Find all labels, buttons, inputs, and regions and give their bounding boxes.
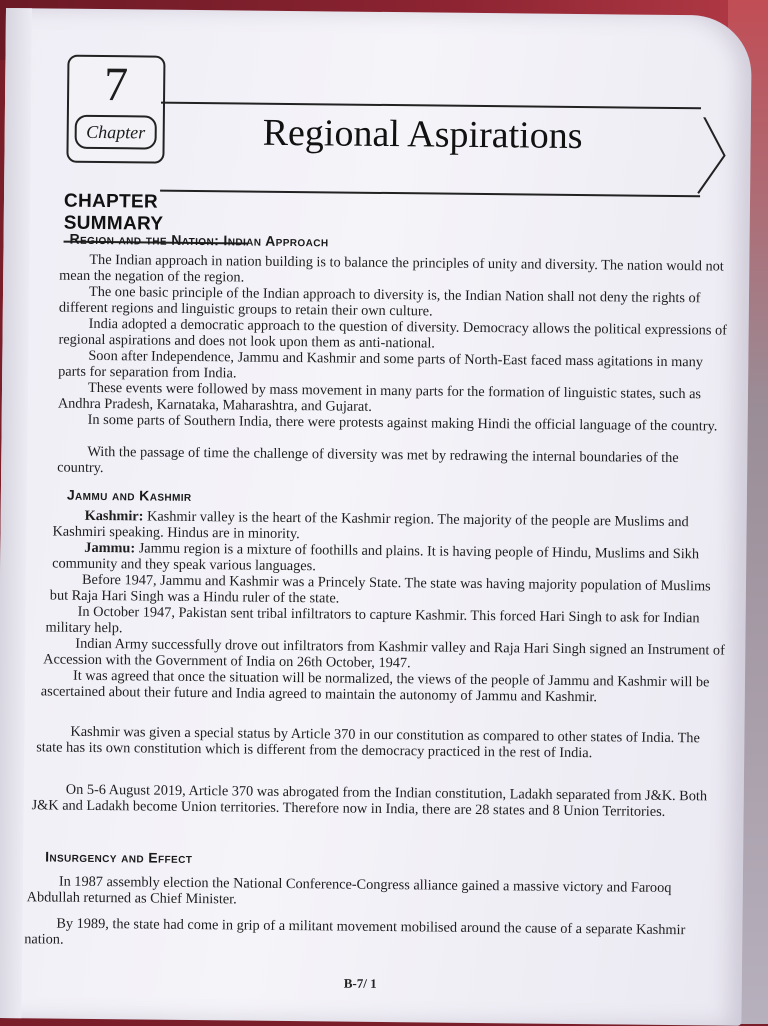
paragraph-lead: Kashmir: bbox=[84, 507, 144, 525]
paragraph-text: The Indian approach in nation building is to balance the principles of unity and diversity. The nation would not mean the negation of the region. bbox=[59, 251, 724, 286]
chapter-label: Chapter bbox=[75, 115, 157, 150]
paragraph bbox=[36, 724, 724, 762]
paragraph-text: Before 1947, Jammu and Kashmir was a Princely State. The state was having majority population of Muslims but Raja Hari Singh was a Hindu ruler of the state. bbox=[49, 571, 711, 607]
paragraph-text: It was agreed that once the situation will be normalized, the views of the people of Jammu and Kashmir will be ascertained about their future and India agreed to maintain the autonomy of Jammu and Kashmir. bbox=[40, 667, 710, 705]
section-heading: Region and the Nation: Indian Approach bbox=[69, 230, 329, 250]
paragraph-text: Jammu region is a mixture of foothills and plains. It is having people of Hindu, Muslims and Sikh community and they speak various languages. bbox=[52, 540, 700, 574]
book-page bbox=[0, 8, 752, 1026]
paragraph-text: On 5-6 August 2019, Article 370 was abrogated from the Indian constitution, Ladakh separated from J&K. Both J&K and Ladakh become Union territories. Therefore now in India, there are 28 states and 8 Union Territories. bbox=[31, 781, 708, 820]
paragraph-text: Soon after Independence, Jammu and Kashmir and some parts of North-East faced mass agitations in many parts for separation from India. bbox=[58, 347, 704, 381]
paragraph bbox=[27, 874, 721, 912]
paragraph-text: In 1987 assembly election the National Conference-Congress alliance gained a massive victory and Farooq Abdullah returned as Chief Minister. bbox=[26, 873, 672, 907]
summary-heading: CHAPTER SUMMARY bbox=[64, 191, 249, 245]
paragraph bbox=[57, 445, 727, 483]
page-binding bbox=[0, 8, 32, 1018]
section-heading: Jammu and Kashmir bbox=[66, 486, 192, 504]
paragraph-text: With the passage of time the challenge of diversity was met by redrawing the internal boundaries of the country. bbox=[57, 443, 679, 476]
paragraph-text: These events were followed by mass movement in many parts for the formation of linguistic states, such as Andhra Pradesh, Karnataka, Maharashtra, and Gujarat. bbox=[57, 379, 702, 415]
chapter-badge bbox=[66, 55, 165, 164]
paragraph-text: Kashmir was given a special status by Article 370 in our constitution as compared to other states of India. The state has its own constitution which is different from the democracy practiced in the rest of India. bbox=[36, 723, 700, 761]
paragraph-lead: Jammu: bbox=[84, 539, 136, 557]
title-arrow-icon bbox=[688, 117, 729, 213]
paragraph-text: In October 1947, Pakistan sent tribal infiltrators to capture Kashmir. This forced Hari Singh to ask for Indian military help. bbox=[45, 603, 700, 636]
paragraph bbox=[41, 668, 725, 706]
paragraph bbox=[32, 782, 724, 820]
paragraph-text: The one basic principle of the Indian approach to diversity is, the Indian Nation shall not deny the rights of different regions and linguistic groups to retain their own culture. bbox=[58, 283, 701, 319]
paragraph-text: By 1989, the state had come in grip of a militant movement mobilised around the cause of a separate Kashmir nation. bbox=[24, 915, 686, 948]
paragraph-text: Indian Army successfully drove out infiltrators from Kashmir valley and Raja Hari Singh signed an Instrument of Accession with the Government of India on 26th October, 1947. bbox=[43, 635, 725, 671]
page-number: B-7/ 1 bbox=[343, 975, 377, 991]
chapter-title: Regional Aspirations bbox=[262, 111, 583, 158]
paragraph-text: India adopted a democratic approach to the question of diversity. Democracy allows the political expressions of regional aspirations and does not look upon them as anti-national. bbox=[58, 315, 728, 352]
paragraph-text: Kashmir valley is the heart of the Kashmir region. The majority of the people are Muslims and Kashmiri speaking. Hindus are in minority. bbox=[52, 508, 689, 542]
chapter-number: 7 bbox=[103, 58, 129, 112]
paragraph-text: In some parts of Southern India, there were protests against making Hindi the official language of the country. bbox=[87, 411, 718, 435]
section-heading: Insurgency and Effect bbox=[45, 848, 193, 866]
paragraph bbox=[24, 916, 718, 954]
